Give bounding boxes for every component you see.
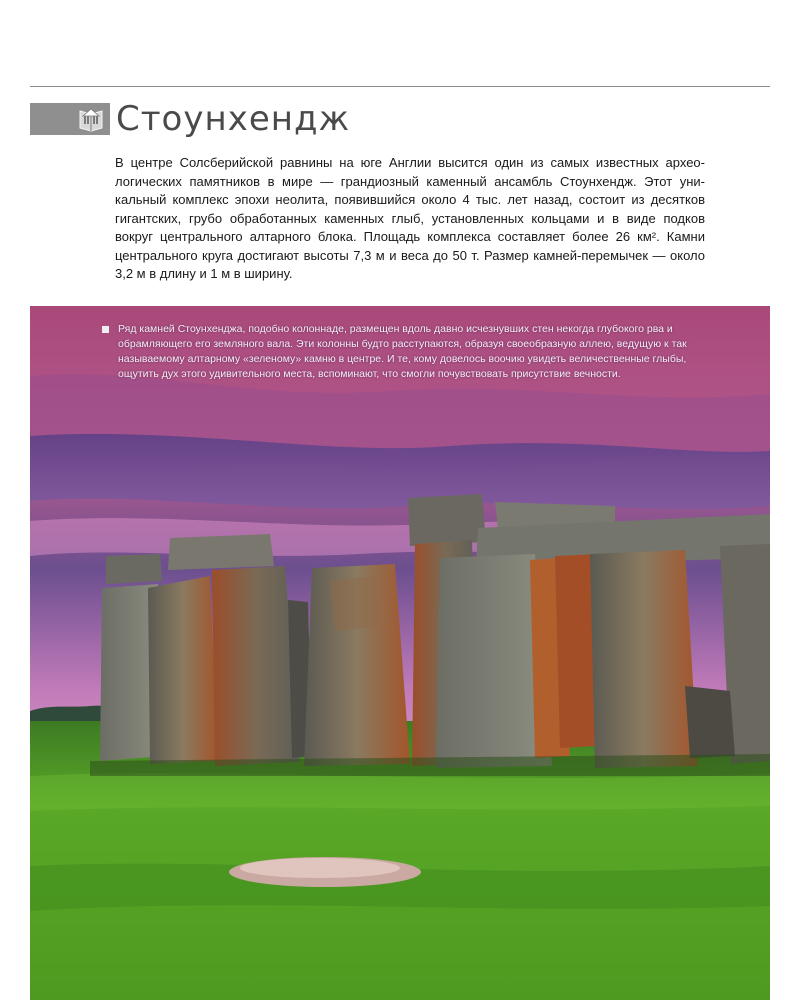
stonehenge-illustration xyxy=(30,306,770,1000)
section-title-block xyxy=(30,99,351,139)
stonehenge-photo xyxy=(30,306,770,1000)
intro-paragraph: В центре Солсберийской равнины на юге Англии высится один из самых известных археологических памятников в мире — грандиозный каменный ансамбль Стоунхендж. Этот уникальный комплекс эпохи неолита, появившийся около 4 тыс. лет назад, состоит из десятков гигантских, грубо обработанных каменных глыб, установленных кольцами и в виде подков вокруг центрального алтарного блока. Площадь комплекса составляет более 26 км². Камни центрального круга достигают высоты 7,3 м и веса до 50 т. Размер камней-перемычек — около 3,2 м в длину и 1 м в ширину. xyxy=(115,155,705,281)
title-bar xyxy=(30,103,110,135)
square-bullet-icon xyxy=(102,326,109,333)
photo-caption-text: Ряд камней Стоунхенджа, подобно колоннаде, размещен вдоль давно исчезнувших стен некогда глубокого рва и обрамляющего его земляного вала. Эти колонны будто расступаются, образуя своеобразную аллею, ведущую к так называемому алтарному «зеленому» камню в центре. И те, кому довелось воочию увидеть величественные глыбы, ощутить дух этого удивительного места, вспоминают, что смогли почувствовать присутствие вечности. xyxy=(118,323,687,380)
book-with-temple-icon xyxy=(78,106,104,132)
page-title: Стоунхендж xyxy=(116,99,351,139)
photo-caption xyxy=(118,322,728,382)
header-rule xyxy=(30,86,770,87)
